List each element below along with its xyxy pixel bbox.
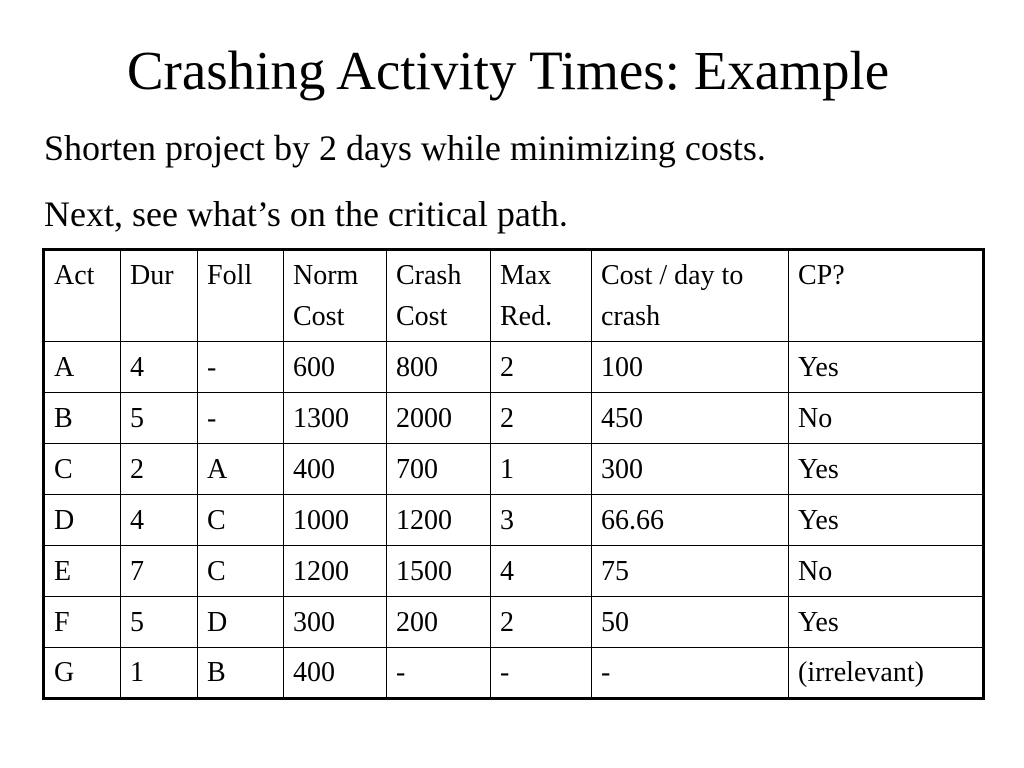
cell-foll: -: [198, 393, 284, 444]
cell-act: F: [44, 597, 121, 648]
cell-foll: A: [198, 444, 284, 495]
cell-crash-cost: 800: [387, 342, 491, 393]
cell-dur: 4: [121, 342, 198, 393]
table-row: [44, 597, 984, 648]
table-row: [44, 393, 984, 444]
cell-cp: Yes: [789, 495, 984, 546]
cell-dur: 7: [121, 546, 198, 597]
cell-crash-cost: 1200: [387, 495, 491, 546]
cell-cp: Yes: [789, 444, 984, 495]
header-crash-cost: Crash Cost: [387, 250, 491, 342]
cell-max-red: 4: [491, 546, 592, 597]
cell-cost-per-day: 300: [592, 444, 789, 495]
cell-crash-cost: 2000: [387, 393, 491, 444]
header-max-red: Max Red.: [491, 250, 592, 342]
cell-norm-cost: 1200: [284, 546, 387, 597]
cell-dur: 1: [121, 648, 198, 699]
cell-act: G: [44, 648, 121, 699]
cell-foll: C: [198, 546, 284, 597]
cell-cost-per-day: 66.66: [592, 495, 789, 546]
cell-dur: 5: [121, 597, 198, 648]
cell-norm-cost: 300: [284, 597, 387, 648]
cell-cp: (irrelevant): [789, 648, 984, 699]
cell-foll: D: [198, 597, 284, 648]
cell-max-red: 3: [491, 495, 592, 546]
cell-max-red: 2: [491, 393, 592, 444]
table-row: [44, 546, 984, 597]
header-norm-cost: Norm Cost: [284, 250, 387, 342]
cell-cp: Yes: [789, 597, 984, 648]
cell-norm-cost: 600: [284, 342, 387, 393]
cell-norm-cost: 400: [284, 648, 387, 699]
cell-norm-cost: 1000: [284, 495, 387, 546]
cell-cost-per-day: 100: [592, 342, 789, 393]
instruction-line: Shorten project by 2 days while minimizing costs.: [44, 128, 766, 168]
table-header-row: [44, 250, 984, 342]
header-foll: Foll: [198, 250, 284, 342]
header-act: Act: [44, 250, 121, 342]
cell-cost-per-day: -: [592, 648, 789, 699]
note-line: Next, see what’s on the critical path.: [44, 194, 568, 234]
header-cost-per-day: Cost / day to crash: [592, 250, 789, 342]
cell-act: B: [44, 393, 121, 444]
cell-crash-cost: -: [387, 648, 491, 699]
cell-max-red: -: [491, 648, 592, 699]
table-row: [44, 648, 984, 699]
cell-max-red: 2: [491, 597, 592, 648]
cell-cost-per-day: 75: [592, 546, 789, 597]
cell-foll: C: [198, 495, 284, 546]
cell-act: C: [44, 444, 121, 495]
cell-cost-per-day: 450: [592, 393, 789, 444]
cell-dur: 4: [121, 495, 198, 546]
cell-cp: No: [789, 546, 984, 597]
cell-norm-cost: 400: [284, 444, 387, 495]
cell-cp: Yes: [789, 342, 984, 393]
cell-cost-per-day: 50: [592, 597, 789, 648]
table-row: [44, 444, 984, 495]
cell-foll: -: [198, 342, 284, 393]
header-cp: CP?: [789, 250, 984, 342]
cell-norm-cost: 1300: [284, 393, 387, 444]
cell-max-red: 2: [491, 342, 592, 393]
cell-cp: No: [789, 393, 984, 444]
slide-title: Crashing Activity Times: Example: [126, 40, 890, 101]
cell-max-red: 1: [491, 444, 592, 495]
cell-act: E: [44, 546, 121, 597]
cell-act: D: [44, 495, 121, 546]
cell-crash-cost: 200: [387, 597, 491, 648]
header-dur: Dur: [121, 250, 198, 342]
cell-dur: 5: [121, 393, 198, 444]
table-row: [44, 342, 984, 393]
cell-crash-cost: 700: [387, 444, 491, 495]
table-row: [44, 495, 984, 546]
cell-act: A: [44, 342, 121, 393]
cell-foll: B: [198, 648, 284, 699]
cell-crash-cost: 1500: [387, 546, 491, 597]
crashing-table: [42, 248, 985, 700]
cell-dur: 2: [121, 444, 198, 495]
